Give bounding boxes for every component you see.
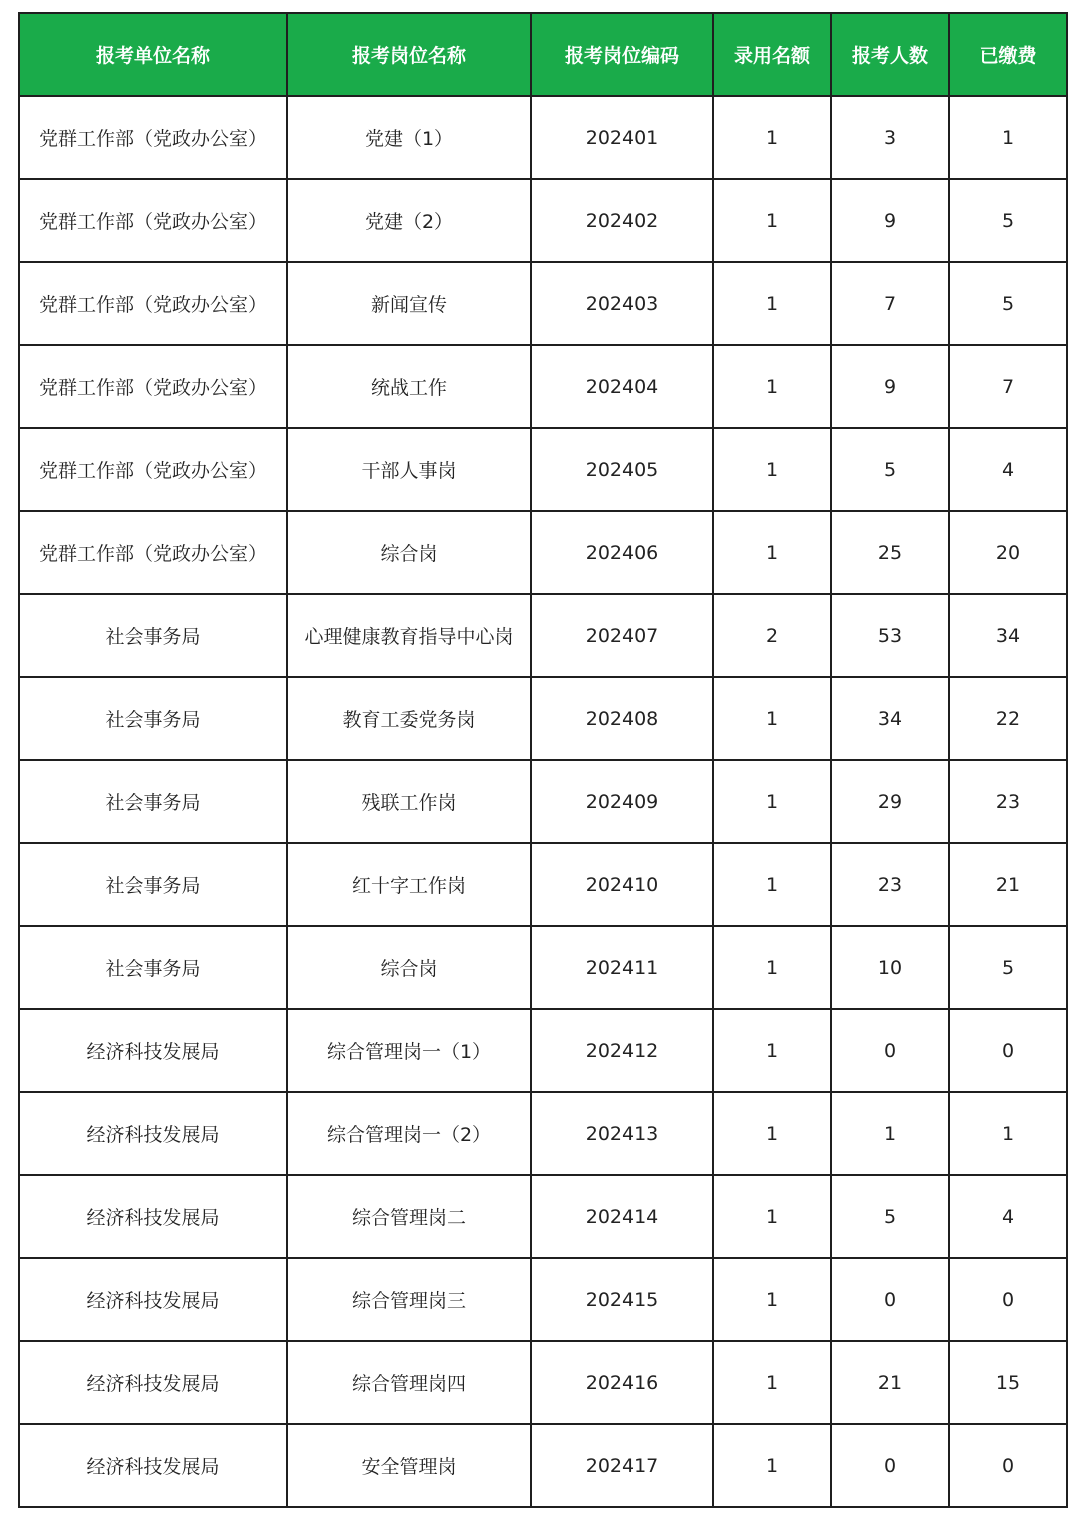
table-row — [19, 1258, 1067, 1341]
cell-position-code: 202409 — [531, 760, 713, 843]
cell-position-name: 残联工作岗 — [287, 760, 531, 843]
table-row — [19, 428, 1067, 511]
cell-applicants: 29 — [831, 760, 949, 843]
cell-applicants: 7 — [831, 262, 949, 345]
cell-position-name: 综合管理岗三 — [287, 1258, 531, 1341]
cell-position-code: 202413 — [531, 1092, 713, 1175]
cell-applicants: 10 — [831, 926, 949, 1009]
table-row — [19, 1092, 1067, 1175]
cell-applicants: 9 — [831, 179, 949, 262]
cell-quota: 1 — [713, 511, 831, 594]
table-row — [19, 594, 1067, 677]
cell-unit-name: 经济科技发展局 — [19, 1009, 287, 1092]
table-row — [19, 677, 1067, 760]
cell-paid: 21 — [949, 843, 1067, 926]
cell-applicants: 5 — [831, 1175, 949, 1258]
cell-unit-name: 党群工作部（党政办公室） — [19, 179, 287, 262]
table-body — [19, 96, 1067, 1507]
header-unit-name: 报考单位名称 — [19, 13, 287, 96]
cell-quota: 1 — [713, 1009, 831, 1092]
cell-quota: 1 — [713, 1258, 831, 1341]
header-applicants: 报考人数 — [831, 13, 949, 96]
cell-applicants: 0 — [831, 1009, 949, 1092]
cell-position-code: 202404 — [531, 345, 713, 428]
cell-unit-name: 经济科技发展局 — [19, 1175, 287, 1258]
cell-unit-name: 党群工作部（党政办公室） — [19, 96, 287, 179]
cell-position-code: 202416 — [531, 1341, 713, 1424]
cell-quota: 1 — [713, 760, 831, 843]
table-row — [19, 760, 1067, 843]
cell-quota: 1 — [713, 677, 831, 760]
table-row — [19, 1424, 1067, 1507]
cell-quota: 1 — [713, 96, 831, 179]
table-row — [19, 1175, 1067, 1258]
table-row — [19, 96, 1067, 179]
cell-quota: 1 — [713, 1175, 831, 1258]
cell-unit-name: 经济科技发展局 — [19, 1092, 287, 1175]
cell-position-name: 综合管理岗二 — [287, 1175, 531, 1258]
cell-applicants: 9 — [831, 345, 949, 428]
cell-applicants: 1 — [831, 1092, 949, 1175]
cell-unit-name: 经济科技发展局 — [19, 1258, 287, 1341]
cell-quota: 1 — [713, 428, 831, 511]
cell-unit-name: 党群工作部（党政办公室） — [19, 511, 287, 594]
cell-quota: 1 — [713, 345, 831, 428]
cell-quota: 1 — [713, 1092, 831, 1175]
cell-applicants: 21 — [831, 1341, 949, 1424]
cell-position-name: 干部人事岗 — [287, 428, 531, 511]
cell-paid: 34 — [949, 594, 1067, 677]
cell-applicants: 53 — [831, 594, 949, 677]
cell-position-code: 202408 — [531, 677, 713, 760]
cell-quota: 1 — [713, 1341, 831, 1424]
table-header-row — [19, 13, 1067, 96]
cell-paid: 0 — [949, 1009, 1067, 1092]
cell-applicants: 25 — [831, 511, 949, 594]
table-row — [19, 511, 1067, 594]
cell-paid: 7 — [949, 345, 1067, 428]
cell-applicants: 5 — [831, 428, 949, 511]
cell-position-code: 202415 — [531, 1258, 713, 1341]
cell-paid: 5 — [949, 179, 1067, 262]
cell-position-name: 党建（2） — [287, 179, 531, 262]
cell-position-name: 安全管理岗 — [287, 1424, 531, 1507]
cell-unit-name: 党群工作部（党政办公室） — [19, 345, 287, 428]
cell-paid: 0 — [949, 1424, 1067, 1507]
table-row — [19, 179, 1067, 262]
cell-paid: 4 — [949, 1175, 1067, 1258]
cell-applicants: 34 — [831, 677, 949, 760]
cell-paid: 20 — [949, 511, 1067, 594]
cell-unit-name: 社会事务局 — [19, 677, 287, 760]
cell-unit-name: 党群工作部（党政办公室） — [19, 262, 287, 345]
header-paid: 已缴费 — [949, 13, 1067, 96]
cell-position-name: 综合管理岗一（2） — [287, 1092, 531, 1175]
table-row — [19, 1341, 1067, 1424]
cell-applicants: 0 — [831, 1258, 949, 1341]
cell-quota: 2 — [713, 594, 831, 677]
cell-position-name: 党建（1） — [287, 96, 531, 179]
cell-applicants: 0 — [831, 1424, 949, 1507]
cell-position-code: 202406 — [531, 511, 713, 594]
header-position-name: 报考岗位名称 — [287, 13, 531, 96]
cell-position-code: 202401 — [531, 96, 713, 179]
cell-position-name: 综合岗 — [287, 926, 531, 1009]
cell-position-name: 综合管理岗一（1） — [287, 1009, 531, 1092]
table-row — [19, 262, 1067, 345]
cell-unit-name: 社会事务局 — [19, 843, 287, 926]
cell-unit-name: 社会事务局 — [19, 926, 287, 1009]
cell-paid: 22 — [949, 677, 1067, 760]
cell-paid: 4 — [949, 428, 1067, 511]
cell-position-name: 新闻宣传 — [287, 262, 531, 345]
table-row — [19, 926, 1067, 1009]
cell-unit-name: 社会事务局 — [19, 760, 287, 843]
cell-position-code: 202405 — [531, 428, 713, 511]
cell-unit-name: 党群工作部（党政办公室） — [19, 428, 287, 511]
header-quota: 录用名额 — [713, 13, 831, 96]
cell-position-code: 202414 — [531, 1175, 713, 1258]
cell-position-code: 202417 — [531, 1424, 713, 1507]
cell-position-name: 心理健康教育指导中心岗 — [287, 594, 531, 677]
cell-quota: 1 — [713, 1424, 831, 1507]
cell-position-code: 202410 — [531, 843, 713, 926]
cell-unit-name: 经济科技发展局 — [19, 1341, 287, 1424]
cell-paid: 5 — [949, 262, 1067, 345]
cell-quota: 1 — [713, 179, 831, 262]
enrollment-table — [18, 12, 1068, 1508]
cell-paid: 0 — [949, 1258, 1067, 1341]
cell-quota: 1 — [713, 843, 831, 926]
cell-position-code: 202412 — [531, 1009, 713, 1092]
cell-paid: 1 — [949, 1092, 1067, 1175]
cell-position-name: 教育工委党务岗 — [287, 677, 531, 760]
cell-paid: 5 — [949, 926, 1067, 1009]
table-row — [19, 843, 1067, 926]
cell-paid: 23 — [949, 760, 1067, 843]
table-row — [19, 1009, 1067, 1092]
cell-position-code: 202411 — [531, 926, 713, 1009]
cell-position-name: 综合管理岗四 — [287, 1341, 531, 1424]
cell-quota: 1 — [713, 262, 831, 345]
cell-position-name: 综合岗 — [287, 511, 531, 594]
cell-unit-name: 社会事务局 — [19, 594, 287, 677]
cell-paid: 15 — [949, 1341, 1067, 1424]
cell-position-code: 202407 — [531, 594, 713, 677]
cell-position-name: 统战工作 — [287, 345, 531, 428]
cell-position-code: 202403 — [531, 262, 713, 345]
table-row — [19, 345, 1067, 428]
cell-applicants: 23 — [831, 843, 949, 926]
cell-quota: 1 — [713, 926, 831, 1009]
header-position-code: 报考岗位编码 — [531, 13, 713, 96]
cell-position-code: 202402 — [531, 179, 713, 262]
cell-applicants: 3 — [831, 96, 949, 179]
cell-unit-name: 经济科技发展局 — [19, 1424, 287, 1507]
cell-position-name: 红十字工作岗 — [287, 843, 531, 926]
cell-paid: 1 — [949, 96, 1067, 179]
